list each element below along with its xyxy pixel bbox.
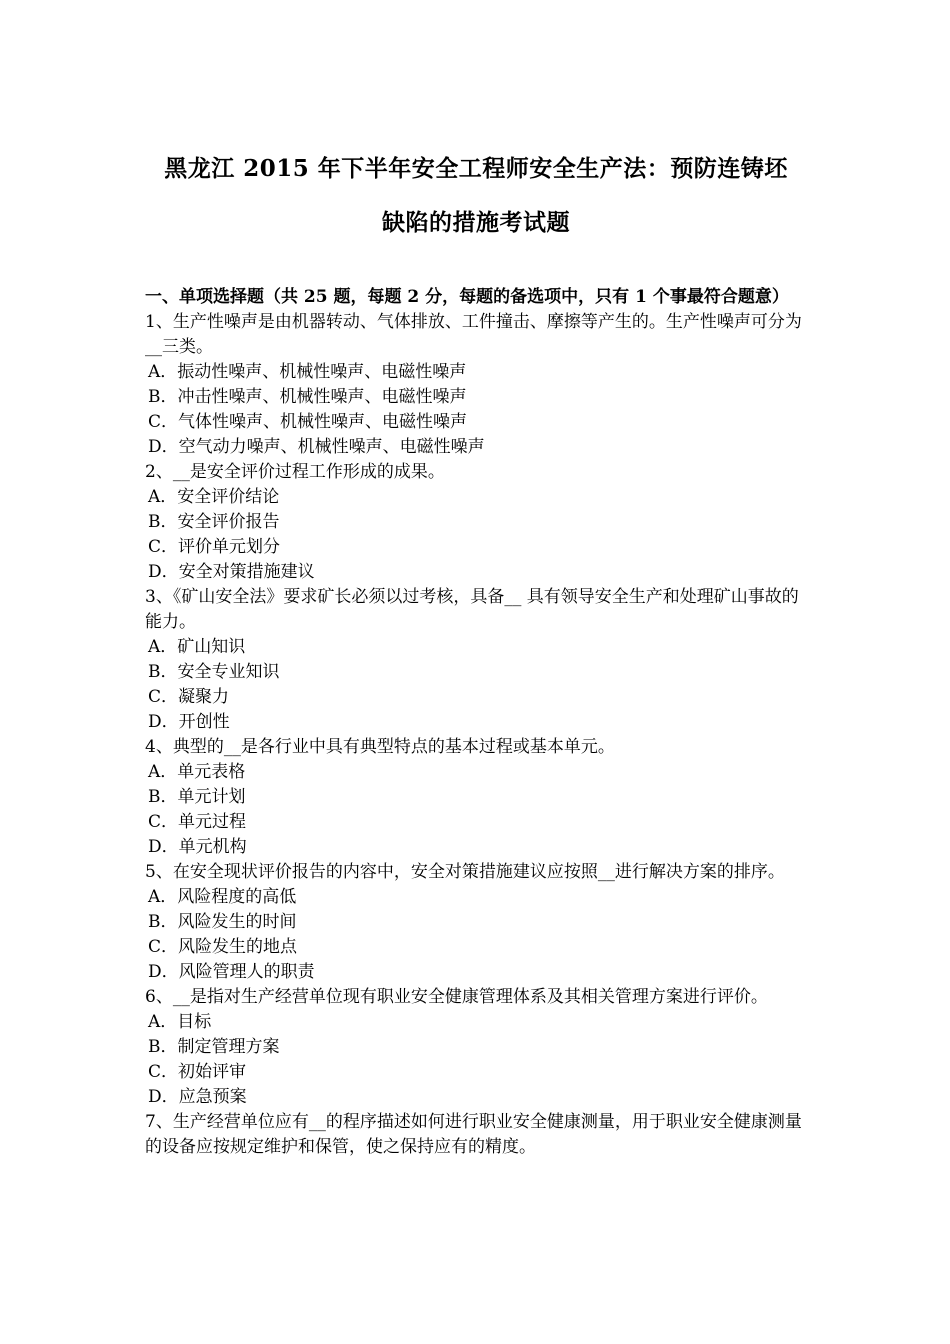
answer-option: D．风险管理人的职责	[148, 962, 315, 982]
answer-option: C．单元过程	[148, 812, 247, 832]
answer-option: B．制定管理方案	[148, 1037, 280, 1057]
document-title-line-2: 缺陷的措施考试题	[382, 209, 570, 236]
question-text: 4、典型的__是各行业中具有典型特点的基本过程或基本单元。	[145, 737, 615, 757]
answer-option: B．安全专业知识	[148, 662, 280, 682]
answer-option: D．应急预案	[148, 1087, 247, 1107]
document-title-line-1: 黑龙江 2015 年下半年安全工程师安全生产法：预防连铸坯	[164, 155, 788, 182]
answer-option: C．气体性噪声、机械性噪声、电磁性噪声	[148, 412, 468, 432]
question-text: 6、__是指对生产经营单位现有职业安全健康管理体系及其相关管理方案进行评价。	[145, 987, 768, 1007]
section-heading: 一、单项选择题（共 25 题，每题 2 分，每题的备选项中，只有 1 个事最符合题意）	[145, 287, 789, 307]
answer-option: B．安全评价报告	[148, 512, 280, 532]
answer-option: D．空气动力噪声、机械性噪声、电磁性噪声	[148, 437, 485, 457]
answer-option: B．冲击性噪声、机械性噪声、电磁性噪声	[148, 387, 467, 407]
answer-option: D．单元机构	[148, 837, 247, 857]
answer-option: A．目标	[148, 1012, 212, 1032]
answer-option: A．矿山知识	[148, 637, 246, 657]
question-text: 5、在安全现状评价报告的内容中，安全对策措施建议应按照__进行解决方案的排序。	[145, 862, 785, 882]
question-text: 3、《矿山安全法》要求矿长必须以过考核，具备__ 具有领导安全生产和处理矿山事故的能力。	[145, 587, 799, 632]
answer-option: B．风险发生的时间	[148, 912, 297, 932]
answer-option: C．评价单元划分	[148, 537, 281, 557]
question-text: 7、生产经营单位应有__的程序描述如何进行职业安全健康测量，用于职业安全健康测量的设备应按规定维护和保管，使之保持应有的精度。	[145, 1112, 802, 1157]
answer-option: D．安全对策措施建议	[148, 562, 315, 582]
question-list	[145, 310, 807, 1160]
question-text: 1、生产性噪声是由机器转动、气体排放、工件撞击、摩擦等产生的。生产性噪声可分为__三类。	[145, 312, 802, 357]
answer-option: A．单元表格	[148, 762, 246, 782]
answer-option: A．振动性噪声、机械性噪声、电磁性噪声	[148, 362, 467, 382]
document-page	[145, 142, 807, 1160]
answer-option: D．开创性	[148, 712, 230, 732]
answer-option: C．凝聚力	[148, 687, 230, 707]
answer-option: C．初始评审	[148, 1062, 247, 1082]
answer-option: C．风险发生的地点	[148, 937, 298, 957]
answer-option: A．安全评价结论	[148, 487, 280, 507]
question-text: 2、__是安全评价过程工作形成的成果。	[145, 462, 445, 482]
answer-option: B．单元计划	[148, 787, 246, 807]
answer-option: A．风险程度的高低	[148, 887, 297, 907]
